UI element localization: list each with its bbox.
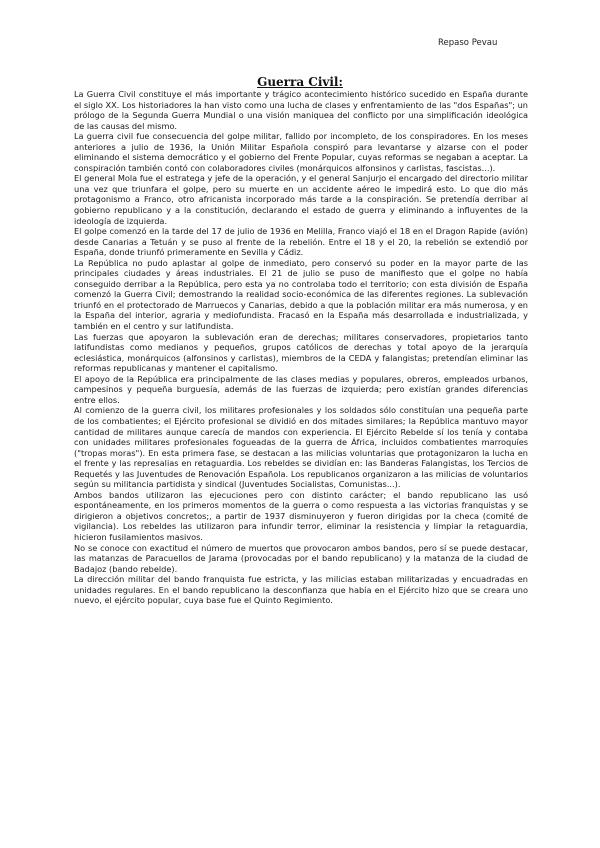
paragraph: Ambos bandos utilizaron las ejecuciones pero con distinto carácter; el bando republicano las usó espontáneamente, en los primeros momentos de la guerra o como respuesta a las victorias franquistas y se dirigieron a objetivos concretos;, a partir de 1937 disminuyeron y fueron dirigidas por la checa (comité de vigilancia). Los rebeldes las utilizaron para infundir terror, eliminar la resistencia y limpiar la retaguardia, hicieron fusilamientos masivos. — [74, 489, 528, 542]
paragraph: El general Mola fue el estratega y jefe de la operación, y el general Sanjurjo el encargado del directorio militar una vez que triunfara el golpe, pero su muerte en un accidente aéreo le impedirá esto. Lo que dio más protagonismo a Franco, otro africanista incorporado más tarde a la conspiración. Se pretendía derribar al gobierno republicano y a la constitución, declarando el estado de guerra y eliminando a influyentes de la ideología de izquierda. — [74, 173, 528, 226]
paragraph: La dirección militar del bando franquista fue estricta, y las milicias estaban militarizadas y encuadradas en unidades regulares. En el bando republicano la desconfianza que había en el Ejército hizo que se creara uno nuevo, el ejército popular, cuya base fue el Quinto Regimiento. — [74, 574, 528, 606]
document-title: Guerra Civil: — [257, 75, 343, 89]
paragraph: Al comienzo de la guerra civil, los militares profesionales y los soldados sólo constituían una pequeña parte de los combatientes; el Ejército profesional se dividió en dos mitades similares; la República mantuvo mayor cantidad de militares aunque carecía de mandos con experiencia. El Ejército Rebelde sí los tenía y contaba con unidades militares profesionales fogueadas de la guerra de África, incluidos combatientes marroquíes ("tropas moras"). En esta primera fase, se destacan a las milicias voluntarias que protagonizaron la lucha en el frente y las represalias en retaguardia. Los rebeldes se dividían en: las Banderas Falangistas, los Tercios de Requetés y las Juventudes de Renovación Española. Los republicanos organizaron a las milicias de voluntarios según su militancia partidista y sindical (Juventudes Socialistas, Comunistas...). — [74, 405, 528, 490]
paragraph: La Guerra Civil constituye el más importante y trágico acontecimiento histórico sucedido en España durante el siglo XX. Los historiadores la han visto como una lucha de clases y enfrentamiento de las "dos Españas"; un prólogo de la Segunda Guerra Mundial o una visión maniquea del conflicto por una simplificación ideológica de las causas del mismo. — [74, 89, 528, 131]
paragraph: La guerra civil fue consecuencia del golpe militar, fallido por incompleto, de los conspiradores. En los meses anteriores a julio de 1936, la Unión Militar Española conspiró para levantarse y alzarse con el poder eliminando el sistema democrático y el gobierno del Frente Popular, cuyas reformas se negaban a aceptar. La conspiración también contó con colaboradores civiles (monárquicos alfonsinos y carlistas, fascistas...). — [74, 131, 528, 173]
paragraph: No se conoce con exactitud el número de muertos que provocaron ambos bandos, pero sí se puede destacar, las matanzas de Paracuellos de Jarama (provocadas por el bando republicano) y la matanza de la ciudad de Badajoz (bando rebelde). — [74, 542, 528, 574]
paragraph: El golpe comenzó en la tarde del 17 de julio de 1936 en Melilla, Franco viajó el 18 en el Dragon Rapide (avión) desde Canarias a Tetuán y se puso al frente de la rebelión. Entre el 18 y el 20, la rebelión se extendió por España, donde triunfó primeramente en Sevilla y Cádiz. — [74, 226, 528, 258]
author-header: Repaso Pevau — [438, 38, 498, 48]
document-body — [74, 89, 528, 606]
paragraph: La República no pudo aplastar al golpe de inmediato, pero conservó su poder en la mayor parte de las principales ciudades y áreas industriales. El 21 de julio se puso de manifiesto que el golpe no había conseguido derribar a la República, pero esta ya no controlaba todo el territorio; con esta división de España comenzó la Guerra Civil; demostrando la realidad socio-económica de las diferentes regiones. La sublevación triunfó en el protectorado de Marruecos y Canarias, debido a que la población militar era más numerosa, y en la España del interior, agraria y mediofundista. Fracasó en la España más desarrollada e industrializada, y también en el centro y sur latifundista. — [74, 257, 528, 332]
paragraph: El apoyo de la República era principalmente de las clases medias y populares, obreros, empleados urbanos, campesinos y pequeña burguesía, además de las fuerzas de izquierda; pero existían grandes diferencias entre ellos. — [74, 373, 528, 405]
paragraph: Las fuerzas que apoyaron la sublevación eran de derechas; militares conservadores, propietarios tanto latifundistas como medianos y pequeños, grupos católicos de derechas y total apoyo de la jerarquía eclesiástica, monárquicos (alfonsinos y carlistas), miembros de la CEDA y falangistas; pretendían eliminar las reformas republicanas y mantener el capitalismo. — [74, 331, 528, 374]
